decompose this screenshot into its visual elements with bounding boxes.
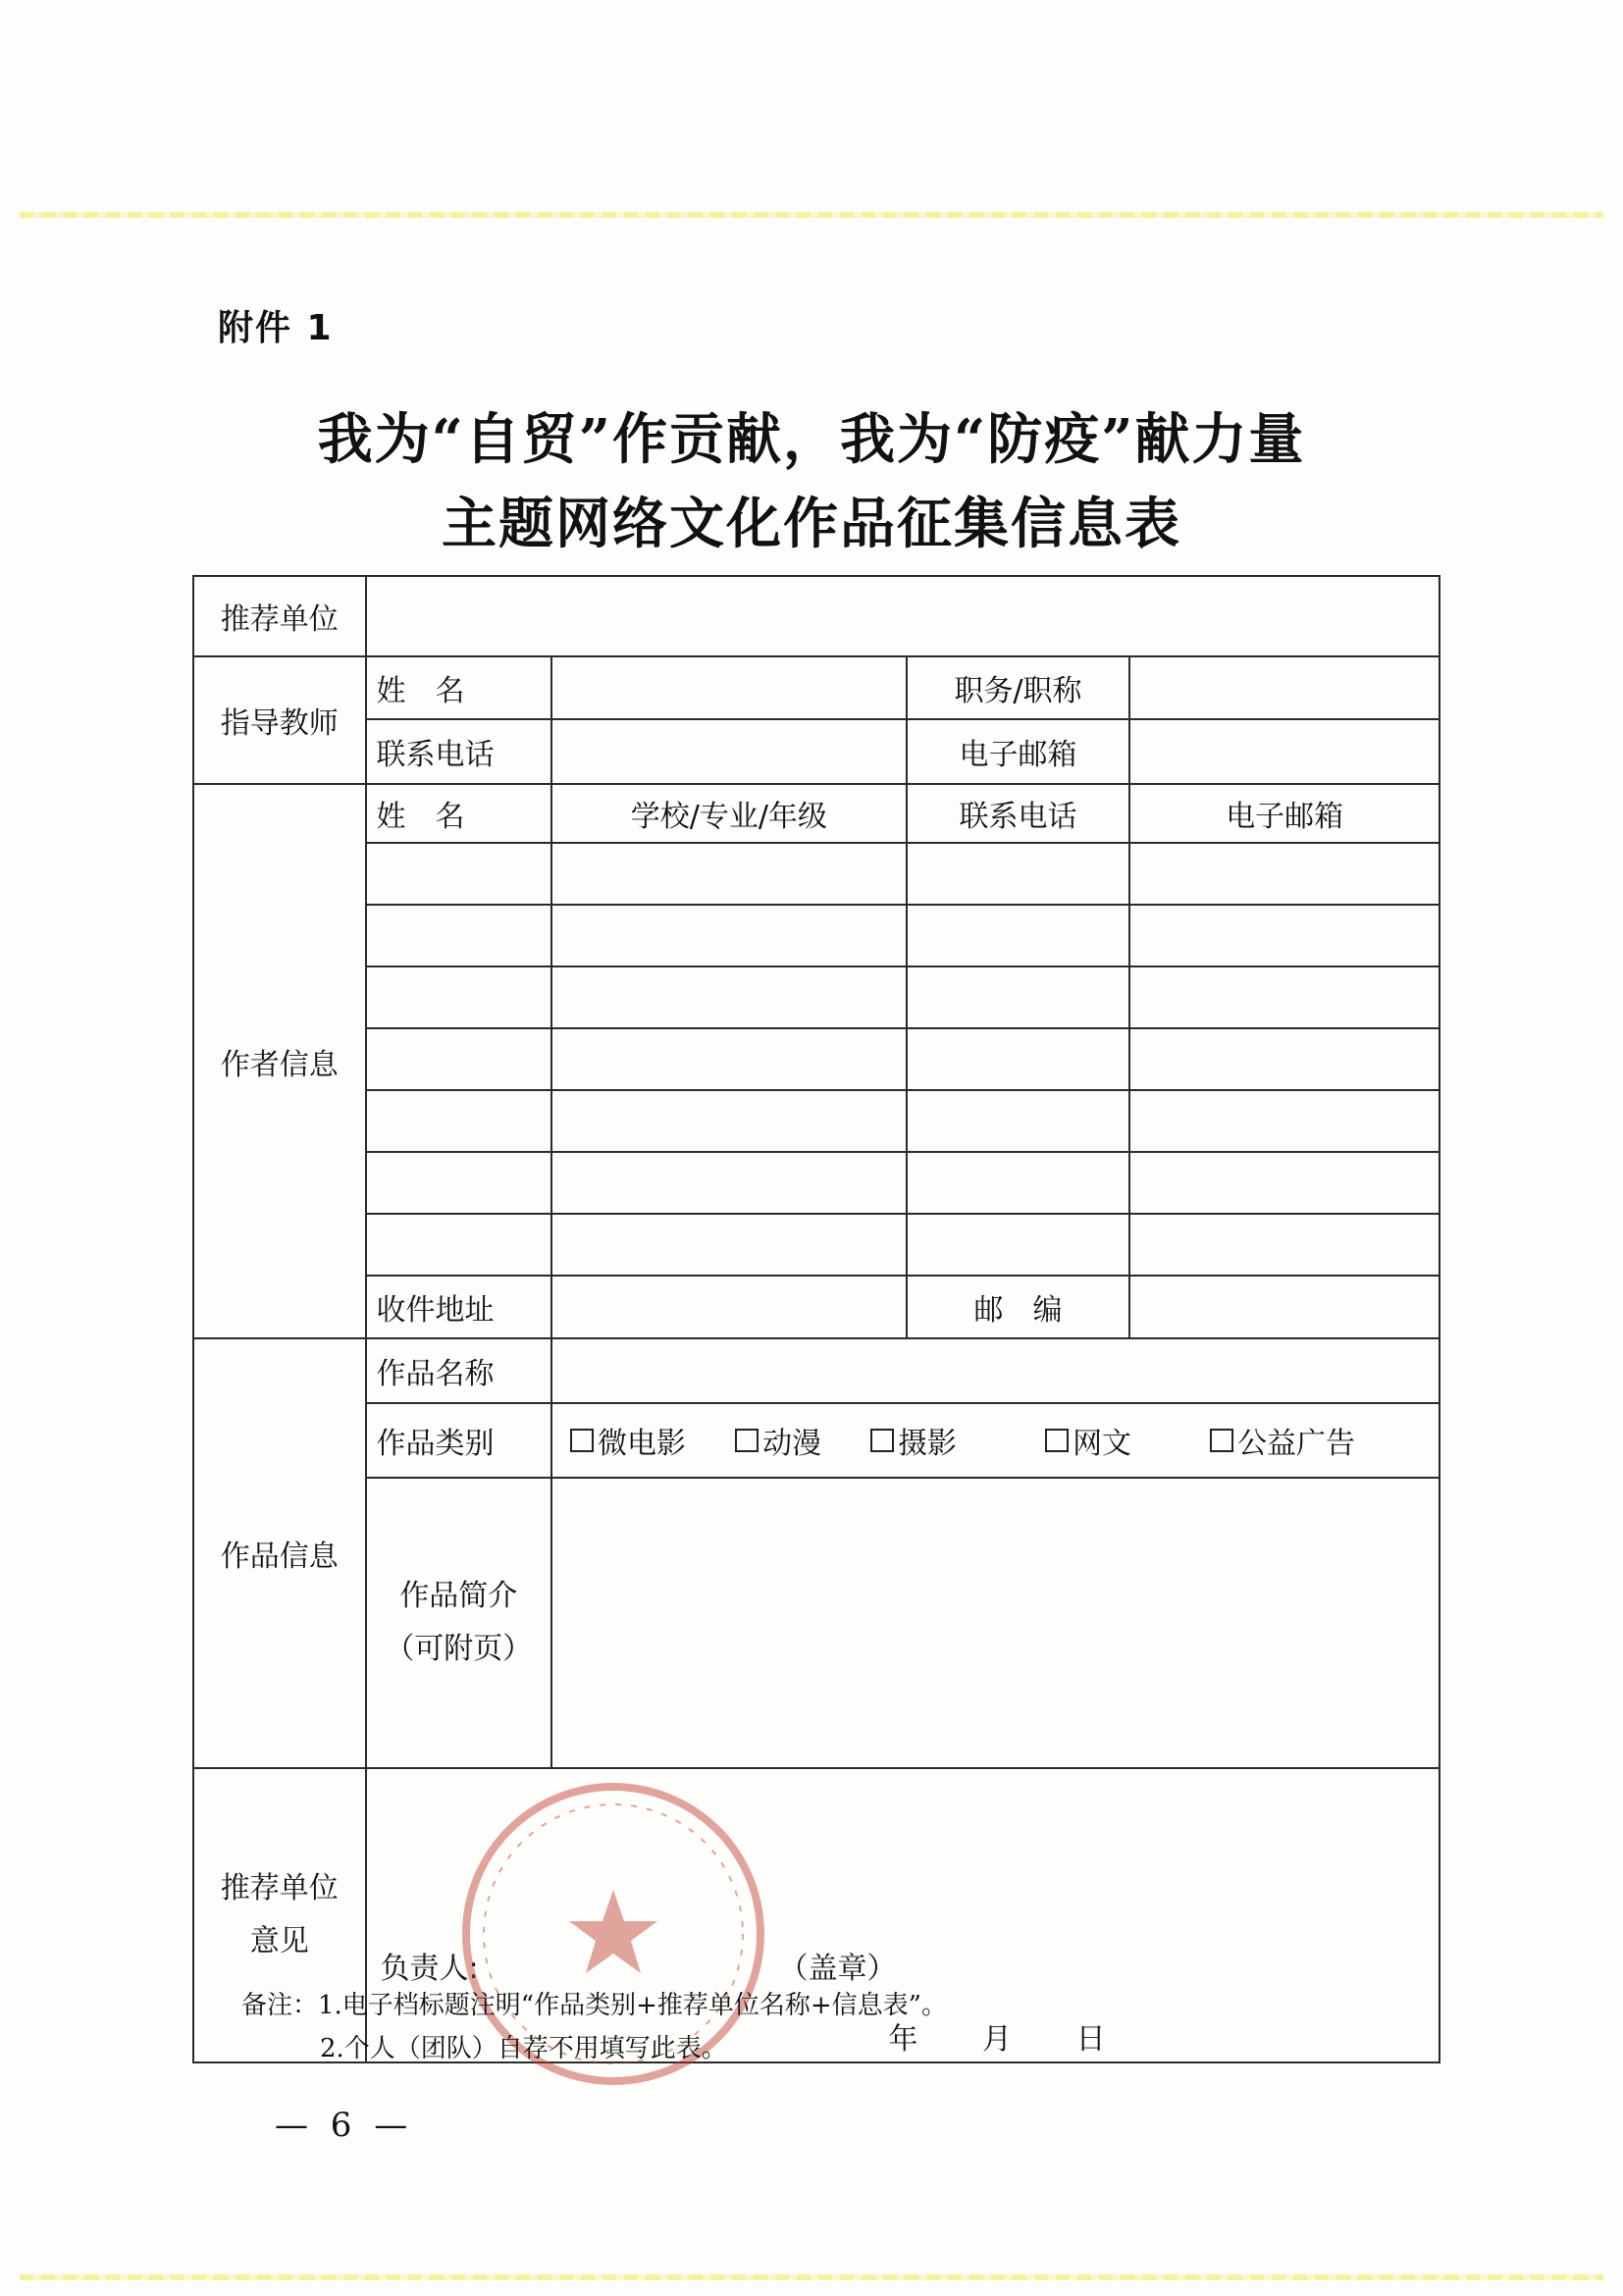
author-row: [193, 1152, 1440, 1214]
author-school-field[interactable]: [551, 905, 907, 966]
opinion-label-line1: 推荐单位: [220, 1871, 339, 1905]
author-phone-field[interactable]: [907, 1090, 1130, 1152]
address-field[interactable]: [551, 1276, 907, 1338]
date-label: 年 月 日: [888, 2022, 1133, 2057]
author-name-field[interactable]: [366, 1028, 552, 1090]
instructor-title-field[interactable]: [1129, 656, 1440, 719]
author-row: [193, 905, 1440, 966]
checkbox-icon[interactable]: [1045, 1429, 1069, 1452]
postcode-label: 邮 编: [907, 1276, 1130, 1338]
postcode-field[interactable]: [1129, 1276, 1440, 1338]
work-category-label: 作品类别: [366, 1403, 552, 1478]
instructor-title-label: 职务/职称: [907, 656, 1130, 719]
author-row: [193, 843, 1440, 905]
author-row: [193, 1090, 1440, 1152]
author-email-field[interactable]: [1129, 905, 1440, 966]
author-col-name: 姓 名: [366, 784, 552, 843]
category-option-web-article[interactable]: 网文: [1045, 1419, 1131, 1462]
author-name-field[interactable]: [366, 905, 552, 966]
author-col-school: 学校/专业/年级: [551, 784, 907, 843]
author-phone-field[interactable]: [907, 966, 1130, 1028]
author-email-field[interactable]: [1129, 843, 1440, 905]
author-school-field[interactable]: [551, 1090, 907, 1152]
category-option-public-ad[interactable]: 公益广告: [1210, 1419, 1355, 1462]
author-email-field[interactable]: [1129, 1152, 1440, 1214]
scan-edge-bottom: [20, 2274, 1603, 2280]
opinion-label-line2: 意见: [249, 1924, 309, 1958]
author-col-phone: 联系电话: [907, 784, 1130, 843]
work-name-label: 作品名称: [366, 1338, 552, 1403]
author-name-field[interactable]: [366, 1214, 552, 1276]
author-email-field[interactable]: [1129, 1214, 1440, 1276]
checkbox-icon[interactable]: [570, 1429, 594, 1452]
author-school-field[interactable]: [551, 1152, 907, 1214]
scan-edge-top: [20, 212, 1603, 218]
author-row: [193, 1214, 1440, 1276]
notes: [241, 1984, 947, 2070]
author-section-label: 作者信息: [193, 784, 366, 1338]
recommend-unit-label: 推荐单位: [193, 576, 366, 656]
author-phone-field[interactable]: [907, 1214, 1130, 1276]
author-col-email: 电子邮箱: [1129, 784, 1440, 843]
author-email-field[interactable]: [1129, 1090, 1440, 1152]
page-number: — 6 —: [275, 2106, 414, 2145]
author-school-field[interactable]: [551, 1214, 907, 1276]
author-phone-field[interactable]: [907, 1152, 1130, 1214]
work-intro-label: [366, 1478, 552, 1768]
instructor-section-label: 指导教师: [193, 656, 366, 784]
instructor-email-label: 电子邮箱: [907, 719, 1130, 784]
author-email-field[interactable]: [1129, 966, 1440, 1028]
attachment-label: 附件 1: [218, 308, 334, 348]
author-name-field[interactable]: [366, 1152, 552, 1214]
instructor-name-field[interactable]: [551, 656, 907, 719]
author-phone-field[interactable]: [907, 843, 1130, 905]
author-row: [193, 1028, 1440, 1090]
note-line-2: 2.个人（团队）自荐不用填写此表。: [320, 2034, 727, 2063]
responsible-person-label: 负责人:: [380, 1952, 479, 1986]
author-school-field[interactable]: [551, 966, 907, 1028]
category-option-animation[interactable]: 动漫: [735, 1419, 821, 1462]
seal-label: （盖章）: [778, 1952, 897, 1986]
title-line-1: 我为“自贸”作贡献，我为“防疫”献力量: [317, 407, 1306, 472]
author-email-field[interactable]: [1129, 1028, 1440, 1090]
info-form-table: [192, 575, 1440, 2063]
title-line-2: 主题网络文化作品征集信息表: [442, 492, 1181, 556]
work-intro-field[interactable]: [551, 1478, 1440, 1768]
instructor-email-field[interactable]: [1129, 719, 1440, 784]
category-option-microfilm[interactable]: 微电影: [570, 1419, 686, 1462]
author-school-field[interactable]: [551, 1028, 907, 1090]
checkbox-icon[interactable]: [870, 1429, 894, 1452]
work-section-label: 作品信息: [193, 1338, 366, 1768]
author-row: [193, 966, 1440, 1028]
instructor-name-label: 姓 名: [366, 656, 552, 719]
checkbox-icon[interactable]: [735, 1429, 759, 1452]
author-phone-field[interactable]: [907, 905, 1130, 966]
work-intro-subtitle: （可附页）: [385, 1632, 533, 1666]
work-intro-title: 作品简介: [399, 1579, 518, 1613]
category-option-photography[interactable]: 摄影: [870, 1419, 957, 1462]
author-name-field[interactable]: [366, 843, 552, 905]
recommend-unit-field[interactable]: [366, 576, 1440, 656]
work-category-options: [551, 1403, 1440, 1478]
author-school-field[interactable]: [551, 843, 907, 905]
author-phone-field[interactable]: [907, 1028, 1130, 1090]
address-label: 收件地址: [366, 1276, 552, 1338]
checkbox-icon[interactable]: [1210, 1429, 1233, 1452]
instructor-phone-label: 联系电话: [366, 719, 552, 784]
note-line-1: 备注：1.电子档标题注明“作品类别+推荐单位名称+信息表”。: [241, 1991, 947, 2020]
author-name-field[interactable]: [366, 1090, 552, 1152]
work-name-field[interactable]: [551, 1338, 1440, 1403]
instructor-phone-field[interactable]: [551, 719, 907, 784]
author-name-field[interactable]: [366, 966, 552, 1028]
